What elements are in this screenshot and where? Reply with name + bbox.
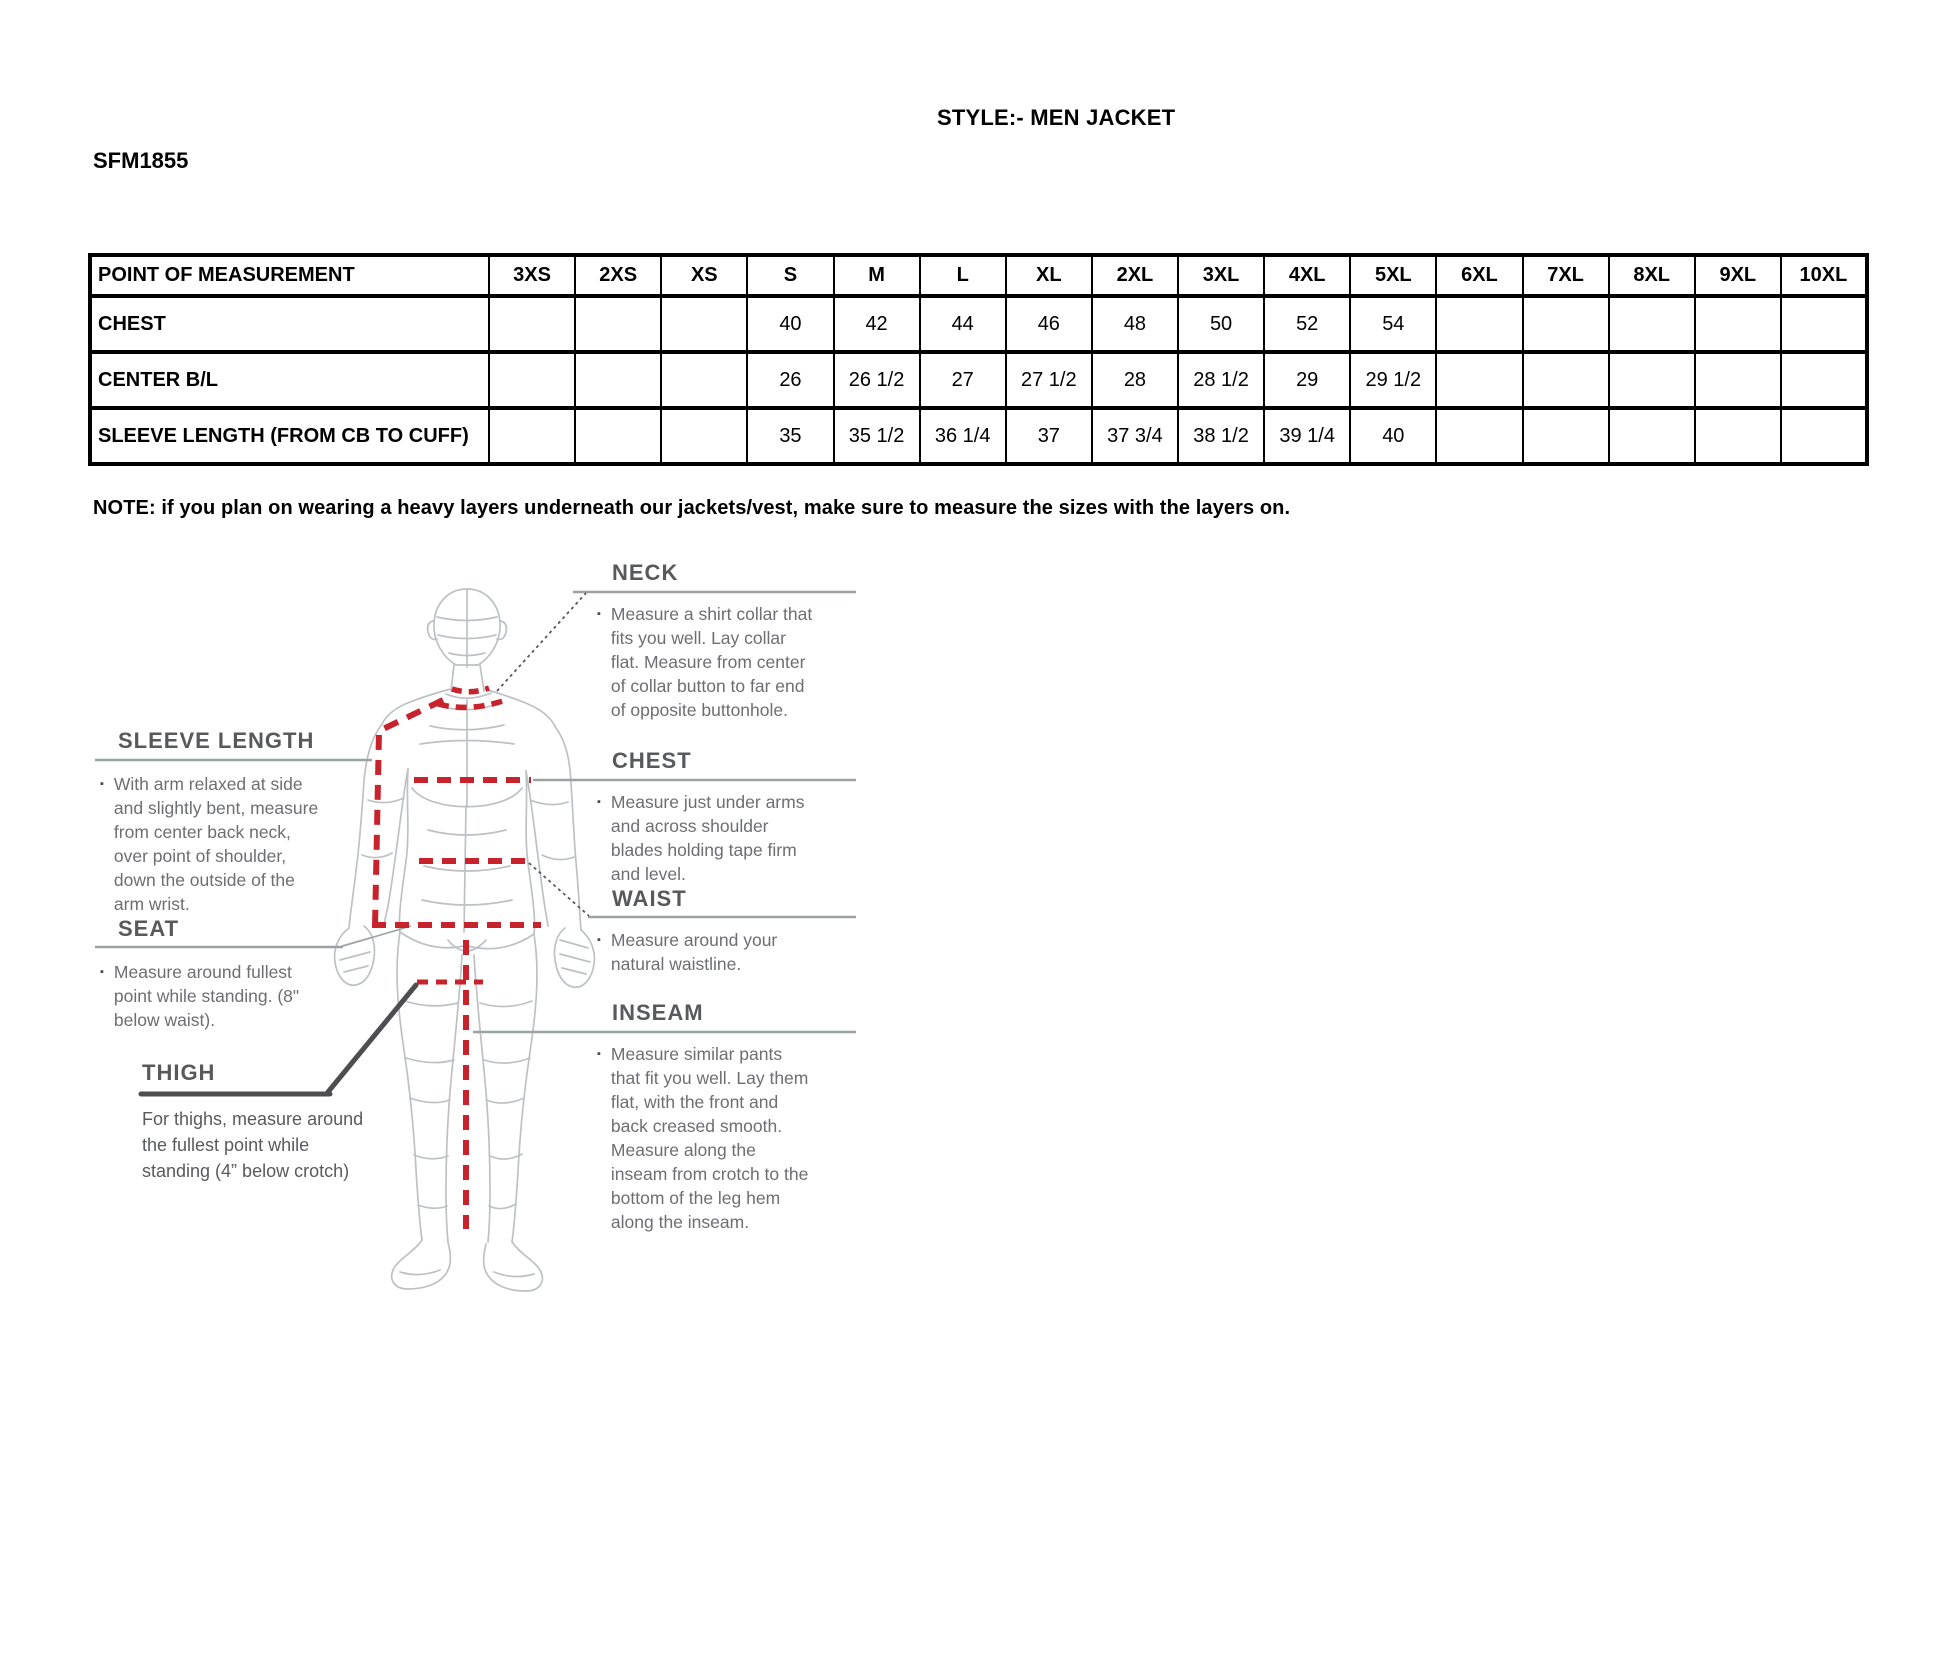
col-header-size: L [920,255,1006,296]
size-value-cell: 26 1/2 [834,352,920,408]
bullet-icon: ▪ [597,608,601,620]
inseam-description [597,1042,823,1234]
size-value-cell [1609,296,1695,352]
size-value-cell: 35 1/2 [834,408,920,464]
neck-leader [497,593,586,691]
row-label: SLEEVE LENGTH (FROM CB TO CUFF) [90,408,489,464]
neck-measure-line-2 [438,701,503,707]
size-value-cell [661,408,747,464]
size-value-cell [661,352,747,408]
seat-description [100,960,310,1032]
size-value-cell: 40 [747,296,833,352]
size-value-cell [575,352,661,408]
dotted-leaders [497,593,589,916]
col-header-size: 9XL [1695,255,1781,296]
size-value-cell: 39 1/4 [1264,408,1350,464]
size-value-cell: 48 [1092,296,1178,352]
bullet-icon: ▪ [597,934,601,946]
inseam-description-text: Measure similar pants that fit you well. Lay them flat, with the front and back creased smooth. Measure along the inseam from crotch to the bottom of the leg hem along the inseam. [610,1044,809,1232]
size-value-cell [1436,296,1522,352]
size-value-cell: 26 [747,352,833,408]
size-value-cell [575,296,661,352]
waist-description-text: Measure around your natural waistline. [610,930,778,974]
chest-heading: CHEST [612,748,692,773]
size-value-cell [1523,296,1609,352]
size-value-cell: 28 [1092,352,1178,408]
thigh-heading: THIGH [142,1060,216,1085]
size-value-cell: 28 1/2 [1178,352,1264,408]
size-value-cell [489,408,575,464]
col-header-size: 8XL [1609,255,1695,296]
thigh-description [142,1106,370,1184]
size-value-cell [1695,352,1781,408]
size-value-cell: 36 1/4 [920,408,1006,464]
size-value-cell [1436,408,1522,464]
seat-leader [343,926,411,946]
col-header-size: XL [1006,255,1092,296]
size-value-cell [1609,408,1695,464]
waist-heading: WAIST [612,886,687,911]
size-value-cell [1781,408,1867,464]
neck-heading: NECK [612,560,679,585]
size-value-cell: 29 1/2 [1350,352,1436,408]
neck-measure-line [452,688,489,692]
size-value-cell [1609,352,1695,408]
size-value-cell: 52 [1264,296,1350,352]
neck-description [597,602,821,722]
bullet-icon: ▪ [597,1048,601,1060]
row-label: CHEST [90,296,489,352]
size-value-cell [1436,352,1522,408]
col-header-size: S [747,255,833,296]
seat-heading: SEAT [118,916,180,941]
col-header-size: 3XL [1178,255,1264,296]
size-value-cell: 37 [1006,408,1092,464]
size-value-cell: 46 [1006,296,1092,352]
size-value-cell: 42 [834,296,920,352]
size-value-cell [1781,352,1867,408]
col-header-size: 2XL [1092,255,1178,296]
col-header-size: M [834,255,920,296]
size-value-cell: 27 1/2 [1006,352,1092,408]
col-header-size: 10XL [1781,255,1867,296]
bullet-icon: ▪ [597,796,601,808]
size-value-cell [1523,408,1609,464]
bullet-icon: ▪ [100,778,104,790]
col-header-size: 2XS [575,255,661,296]
table-row [90,352,1867,408]
size-value-cell [575,408,661,464]
note-text: NOTE: if you plan on wearing a heavy layers underneath our jackets/vest, make sure to measure the sizes with the layers on. [93,497,1291,519]
size-value-cell [489,352,575,408]
thigh-leader [328,985,416,1092]
size-value-cell [661,296,747,352]
size-value-cell [1781,296,1867,352]
col-header-point-of-measurement: POINT OF MEASUREMENT [90,255,489,296]
page-title: STYLE:- MEN JACKET [937,105,1176,130]
chest-description [597,790,829,886]
inseam-heading: INSEAM [612,1000,704,1025]
sleeve-length-description-text: With arm relaxed at side and slightly bent, measure from center back neck, over point of shoulder, down the outside of the arm wrist. [113,774,319,914]
measurement-lines [372,688,541,1229]
size-value-cell: 50 [1178,296,1264,352]
size-value-cell: 37 3/4 [1092,408,1178,464]
col-header-size: XS [661,255,747,296]
size-value-cell: 35 [747,408,833,464]
waist-description [597,928,797,976]
sleeve-measure-line [375,700,443,928]
style-code: SFM1855 [93,148,189,173]
seat-description-text: Measure around fullest point while standing. (8" below waist). [113,962,300,1030]
size-value-cell: 38 1/2 [1178,408,1264,464]
size-value-cell [1523,352,1609,408]
size-value-cell [1695,296,1781,352]
col-header-size: 6XL [1436,255,1522,296]
size-value-cell: 27 [920,352,1006,408]
size-value-cell: 54 [1350,296,1436,352]
size-value-cell: 29 [1264,352,1350,408]
thigh-description-text: For thighs, measure around the fullest point while standing (4” below crotch) [142,1109,364,1181]
row-label: CENTER B/L [90,352,489,408]
neck-description-text: Measure a shirt collar that fits you well. Lay collar flat. Measure from center of collar button to far end of opposite buttonhole. [610,604,813,720]
waist-leader [529,863,589,916]
size-chart-header-row [90,255,1867,296]
size-value-cell: 44 [920,296,1006,352]
table-row [90,296,1867,352]
chest-description-text: Measure just under arms and across shoulder blades holding tape firm and level. [610,792,805,884]
mannequin-figure [335,589,595,1291]
col-header-size: 5XL [1350,255,1436,296]
size-chart [88,253,1869,466]
col-header-size: 3XS [489,255,575,296]
table-row [90,408,1867,464]
sleeve-length-description [100,772,330,916]
sleeve-length-heading: SLEEVE LENGTH [118,728,315,753]
col-header-size: 4XL [1264,255,1350,296]
size-chart-table [88,253,1869,466]
size-value-cell [489,296,575,352]
col-header-size: 7XL [1523,255,1609,296]
size-value-cell [1695,408,1781,464]
size-value-cell: 40 [1350,408,1436,464]
bullet-icon: ▪ [100,966,104,978]
